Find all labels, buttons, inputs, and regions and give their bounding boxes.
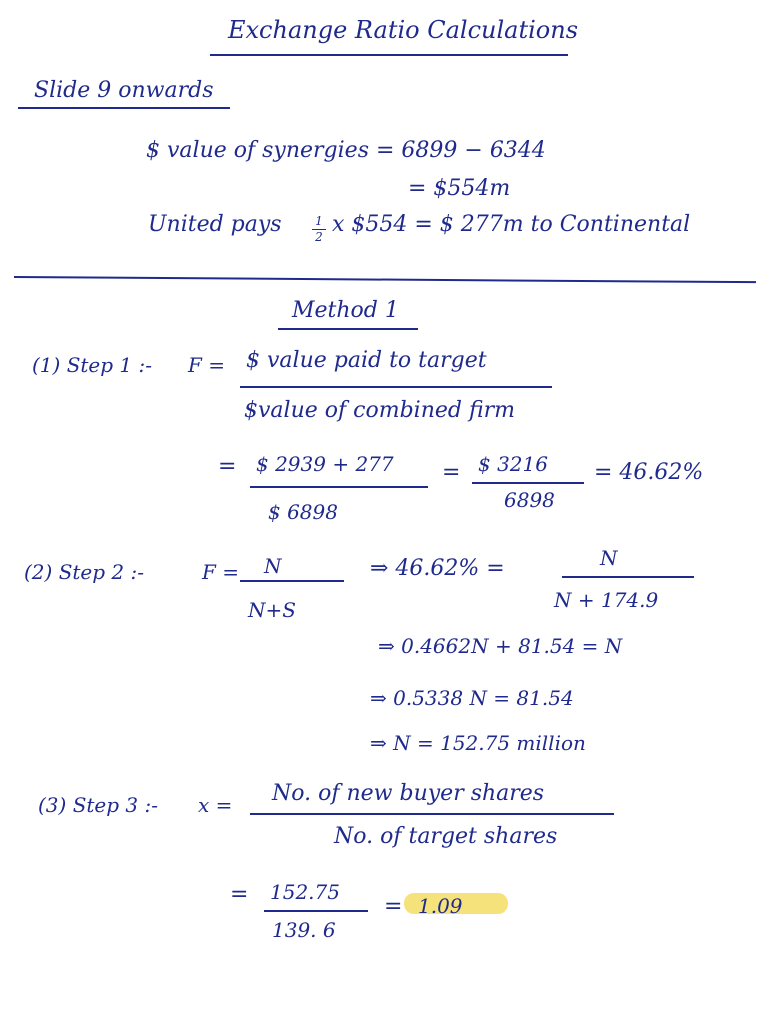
step2-lhs: ⇒ 46.62% = <box>370 556 505 581</box>
step1-eq: = <box>218 454 237 479</box>
method-title: Method 1 <box>292 298 399 323</box>
subheading-underline <box>18 107 230 109</box>
step3-denominator: No. of target shares <box>334 824 558 849</box>
synergy-line-3-pre: United pays <box>148 212 282 237</box>
step3-numerator-2: 152.75 <box>270 880 340 904</box>
step1-numerator-2: $ 2939 + 277 <box>256 452 394 476</box>
step2-var: F = <box>202 560 239 584</box>
step3-numerator: No. of new buyer shares <box>272 781 545 806</box>
half-numerator: 1 <box>315 214 323 228</box>
method-underline <box>278 328 418 330</box>
step1-denominator-2: $ 6898 <box>268 500 338 524</box>
step1-var: F = <box>188 353 225 377</box>
synergy-line-3-post: x $554 = $ 277m to Continental <box>332 212 691 237</box>
step2-label: (2) Step 2 :- <box>24 560 144 584</box>
step2-fraction-bar <box>240 580 344 582</box>
step2-fraction-bar-2 <box>562 576 694 578</box>
step1-eq-2: = <box>442 460 461 485</box>
step1-denominator: $value of combined firm <box>244 398 516 423</box>
step1-numerator-3: $ 3216 <box>478 452 548 476</box>
step3-fraction-bar-2 <box>264 910 368 912</box>
step3-result: 1.09 <box>418 894 463 918</box>
step1-fraction-bar <box>240 386 552 388</box>
step2-line-4: ⇒ N = 152.75 million <box>370 731 586 755</box>
step3-eq-2: = <box>384 894 403 919</box>
step1-fraction-bar-3 <box>472 482 584 484</box>
step1-fraction-bar-2 <box>250 486 428 488</box>
subheading: Slide 9 onwards <box>34 78 214 103</box>
step2-line-3: ⇒ 0.5338 N = 81.54 <box>370 686 574 710</box>
synergy-line-2: = $554m <box>408 176 511 201</box>
step1-denominator-3: 6898 <box>504 488 555 512</box>
step2-numerator-2: N <box>600 546 618 570</box>
step3-eq: = <box>230 882 249 907</box>
step3-denominator-2: 139. 6 <box>272 918 336 942</box>
page-title: Exchange Ratio Calculations <box>228 16 579 44</box>
step1-result: = 46.62% <box>594 460 704 485</box>
synergy-line-1: $ value of synergies = 6899 − 6344 <box>146 138 546 163</box>
step2-numerator: N <box>264 554 282 578</box>
step2-denominator-2: N + 174.9 <box>554 588 659 612</box>
step3-var: x = <box>198 793 233 817</box>
section-divider <box>14 276 756 283</box>
step1-label: (1) Step 1 :- <box>32 353 152 377</box>
step2-denominator: N+S <box>248 598 296 622</box>
step3-label: (3) Step 3 :- <box>38 793 158 817</box>
step1-numerator: $ value paid to target <box>246 348 487 373</box>
step2-line-2: ⇒ 0.4662N + 81.54 = N <box>378 634 623 658</box>
half-denominator: 2 <box>315 230 323 244</box>
title-underline <box>210 54 568 56</box>
step3-fraction-bar <box>250 813 614 815</box>
